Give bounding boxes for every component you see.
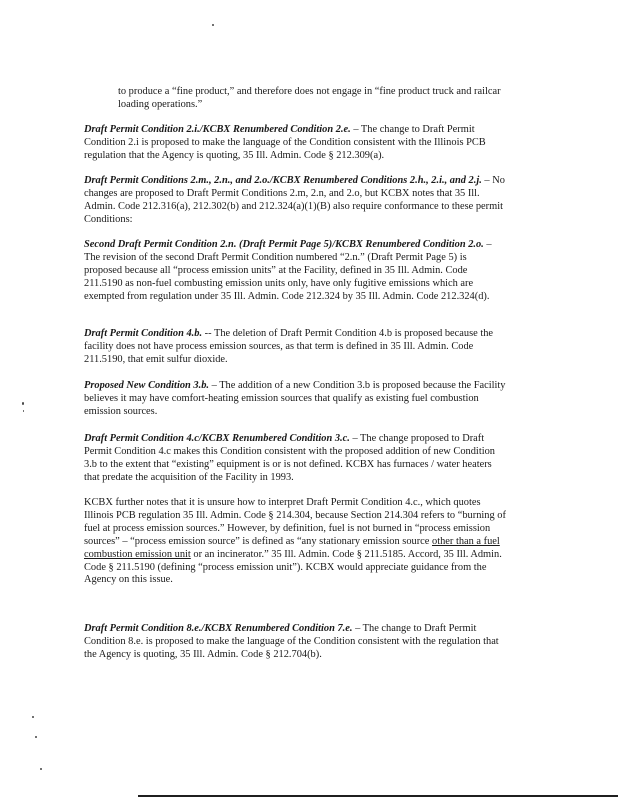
scan-speck (212, 24, 214, 26)
scan-speck (40, 768, 42, 770)
paragraph-new-condition-3b (84, 380, 506, 419)
paragraph-kcbx-further-notes (84, 497, 506, 587)
paragraph-body: – The revision of the second Draft Permit Condition numbered “2.n.” (Draft Permit Page 5) is proposed because all “process emission units” at the Facility, defined in 35 Ill. Admin. Code 211.5190 as non-fuel combusting emission units only, have only fugitive emissions which are exempted from regulation under 35 Ill. Admin. Code 212.324 by 35 Ill. Admin. Code 212.324(d). (84, 239, 492, 302)
paragraph-heading: Draft Permit Condition 8.e./KCBX Renumbered Condition 7.e. (84, 623, 353, 634)
paragraph-condition-8e (84, 623, 506, 662)
paragraph-body: – The change proposed to Draft Permit Condition 4.c makes this Condition consistent with the proposed addition of new Condition 3.b to the extent that “existing” equipment is or is not defined. KCBX has furnaces / water heaters that predate the acquisition of the Facility in 1993. (84, 433, 495, 483)
paragraph-body: – The addition of a new Condition 3.b is proposed because the Facility believes it may have comfort-heating emission sources that qualify as existing fuel combustion emission sources. (84, 380, 506, 417)
paragraph-body: -- The deletion of Draft Permit Condition 4.b is proposed because the facility does not have process emission sources, as that term is defined in 35 Ill. Admin. Code 211.5190, that emit sulfur dioxide. (84, 328, 494, 365)
paragraph-heading: Draft Permit Condition 2.i./KCBX Renumbered Condition 2.e. (84, 124, 351, 135)
paragraph-heading: Draft Permit Condition 4.b. (84, 328, 203, 339)
paragraph-condition-2i (84, 124, 506, 163)
paragraph-condition-4c (84, 433, 506, 485)
paragraph-second-condition-2n (84, 239, 506, 304)
paragraph-heading: Proposed New Condition 3.b. (84, 380, 209, 391)
paragraph-body: or an incinerator.” 35 Ill. Admin. Code § 211.5185. Accord, 35 Ill. Admin. Code § 211.5190 (defining “process emission unit”). KCBX would appreciate guidance from the Agency on this issue. (84, 548, 502, 586)
scan-speck (23, 410, 24, 412)
paragraph-body: – No changes are proposed to Draft Permit Conditions 2.m, 2.n, and 2.o, but KCBX notes that 35 Ill. Admin. Code 212.316(a), 212.302(b) and 212.324(a)(1)(B) also require conformance to these permit Conditions: (84, 175, 505, 225)
scan-speck (32, 716, 34, 718)
scan-speck (22, 402, 24, 405)
paragraph-heading: Second Draft Permit Condition 2.n. (Draft Permit Page 5)/KCBX Renumbered Condition 2.o. (84, 239, 484, 250)
bottom-edge-line (138, 795, 618, 797)
paragraph-heading: Draft Permit Conditions 2.m., 2.n., and 2.o./KCBX Renumbered Conditions 2.h., 2.i., and 2.j. (84, 175, 482, 186)
paragraph-heading: Draft Permit Condition 4.c/KCBX Renumbered Condition 3.c. (84, 433, 350, 444)
underlined-phrase: other than a fuel combustion emission unit (84, 535, 500, 560)
paragraph-body: – The change to Draft Permit Condition 8.e. is proposed to make the language of the Condition consistent with the regulation that the Agency is quoting, 35 Ill. Admin. Code § 212.704(b). (84, 623, 499, 660)
paragraph-body: – The change to Draft Permit Condition 2.i is proposed to make the language of the Condition consistent with the Illinois PCB regulation that the Agency is quoting, 35 Ill. Admin. Code § 212.309(a). (84, 124, 486, 161)
paragraph-continuation: to produce a “fine product,” and therefore does not engage in “fine product truck and railcar loading operations.” (118, 86, 501, 110)
paragraph-condition-4b (84, 328, 506, 367)
scan-speck (35, 736, 37, 738)
paragraph-body: KCBX further notes that it is unsure how to interpret Draft Permit Condition 4.c., which quotes Illinois PCB regulation 35 Ill. Admin. Code § 214.304, because Section 214.304 refers to “burning of fuel at process emission sources.” However, by definition, fuel is not burned in “process emission sources” – “process emission source” is defined as “any stationary emission source (84, 497, 506, 547)
paragraph-conditions-2m-2n-2o (84, 175, 506, 227)
